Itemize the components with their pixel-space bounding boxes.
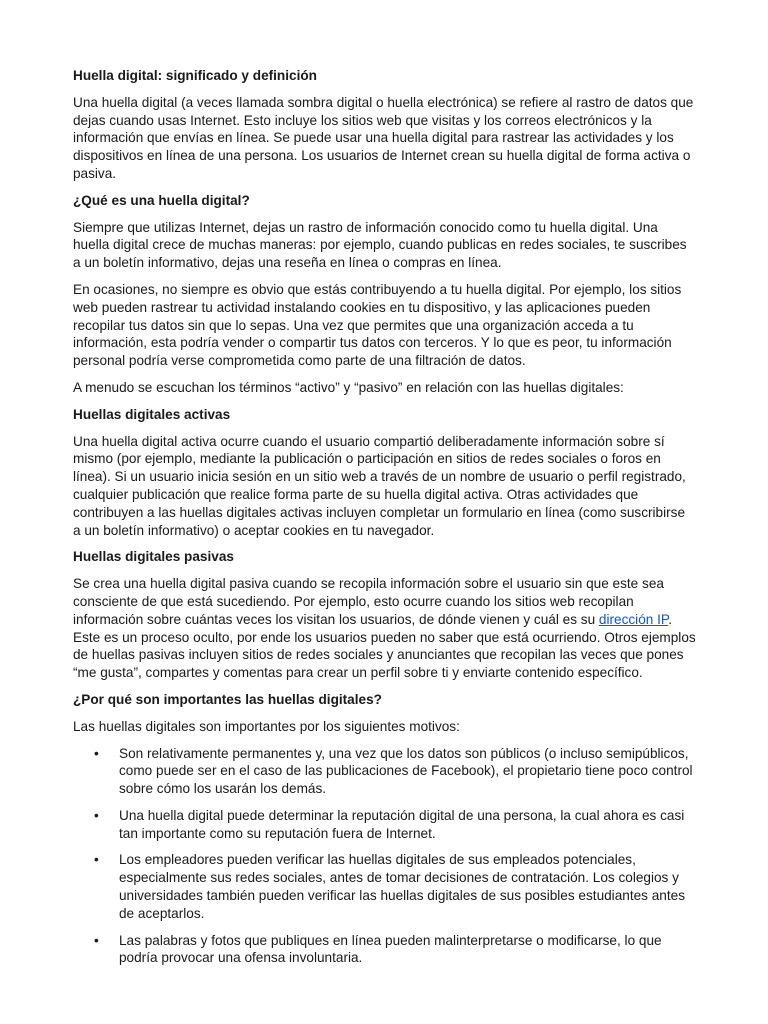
document-title: Huella digital: significado y definición	[73, 68, 317, 83]
bullet-icon: •	[94, 852, 99, 868]
section-heading-que-es: ¿Qué es una huella digital?	[73, 192, 250, 208]
paragraph-que-es-1: Siempre que utilizas Internet, dejas un rastro de información conocido como tu huella digital. Una huella digital crece de muchas maneras: por ejemplo, cuando publicas en redes sociales, te suscribes a un boletín informativo, dejas una reseña en línea o compras en línea.	[73, 219, 687, 271]
list-item-text: Los empleadores pueden verificar las huellas digitales de sus empleados potenciales, especialmente sus redes sociales, antes de tomar decisiones de contratación. Los colegios y universidades también pueden verificar las huellas digitales de sus posibles estudiantes antes de aceptarlos.	[119, 852, 685, 921]
paragraph-terminos: A menudo se escuchan los términos “activo” y “pasivo” en relación con las huellas digitales:	[73, 379, 624, 395]
bullet-icon: •	[94, 807, 99, 823]
section-heading-importantes: ¿Por qué son importantes las huellas digitales?	[73, 691, 382, 707]
ip-address-link[interactable]: dirección IP	[598, 611, 669, 627]
list-item	[73, 807, 696, 843]
bullet-icon: •	[94, 745, 99, 761]
section-heading-pasivas: Huellas digitales pasivas	[73, 549, 234, 565]
section-heading-activas: Huellas digitales activas	[73, 406, 231, 422]
intro-paragraph: Una huella digital (a veces llamada sombra digital o huella electrónica) se refiere al rastro de datos que dejas cuando usas Internet. Esto incluye los sitios web que visitas y los correos electrónicos y la información que envías en línea. Se puede usar una huella digital para rastrear las actividades y los dispositivos en línea de una persona. Los usuarios de Internet crean su huella digital de forma activa o pasiva.	[73, 94, 694, 181]
list-item-text: Una huella digital puede determinar la reputación digital de una persona, la cual ahora es casi tan importante como su reputación fuera de Internet.	[119, 807, 685, 841]
paragraph-pasivas-text-end: . Este es un proceso oculto, por ende los usuarios pueden no saber que está ocurriendo. Otros ejemplos de huellas pasivas incluyen sitios de redes sociales y anunciantes que recopilan las veces que pones “me gusta”, compartes y comentas para crear un perfil sobre ti y enviarte contenido específico.	[73, 611, 696, 681]
bullet-icon: •	[94, 932, 99, 948]
list-item	[73, 932, 696, 968]
paragraph-activas: Una huella digital activa ocurre cuando el usuario compartió deliberadamente información sobre sí mismo (por ejemplo, mediante la publicación o participación en sitios de redes sociales o foros en línea). Si un usuario inicia sesión en un sitio web a través de un nombre de usuario o perfil registrado, cualquier publicación que realice forma parte de su huella digital activa. Otras actividades que contribuyen a las huellas digitales activas incluyen completar un formulario en línea (como suscribirse a un boletín informativo) o aceptar cookies en tu navegador.	[73, 433, 686, 538]
paragraph-pasivas	[73, 575, 696, 682]
list-item	[73, 851, 696, 922]
paragraph-motivos: Las huellas digitales son importantes por los siguientes motivos:	[73, 718, 460, 734]
reasons-list	[73, 745, 696, 968]
list-item-text: Son relativamente permanentes y, una vez que los datos son públicos (o incluso semipúblicos, como puede ser en el caso de las publicaciones de Facebook), el propietario tiene poco control sobre cómo los usarán los demás.	[119, 745, 693, 797]
list-item-text: Las palabras y fotos que publiques en línea pueden malinterpretarse o modificarse, lo que podría provocar una ofensa involuntaria.	[119, 932, 662, 966]
paragraph-que-es-2: En ocasiones, no siempre es obvio que estás contribuyendo a tu huella digital. Por ejemplo, los sitios web pueden rastrear tu actividad instalando cookies en tu dispositivo, y las aplicaciones pueden recopilar tus datos sin que lo sepas. Una vez que permites que una organización acceda a tu información, esta podría vender o compartir tus datos con terceros. Y lo que es peor, tu información personal podría verse comprometida como parte de una filtración de datos.	[73, 281, 682, 369]
paragraph-pasivas-text-start: Se crea una huella digital pasiva cuando se recopila información sobre el usuario sin que este sea consciente de que está sucediendo. Por ejemplo, esto ocurre cuando los sitios web recopilan información sobre cuántas veces los visitan los usuarios, de dónde vienen y cuál es su	[73, 576, 664, 627]
list-item	[73, 745, 696, 798]
